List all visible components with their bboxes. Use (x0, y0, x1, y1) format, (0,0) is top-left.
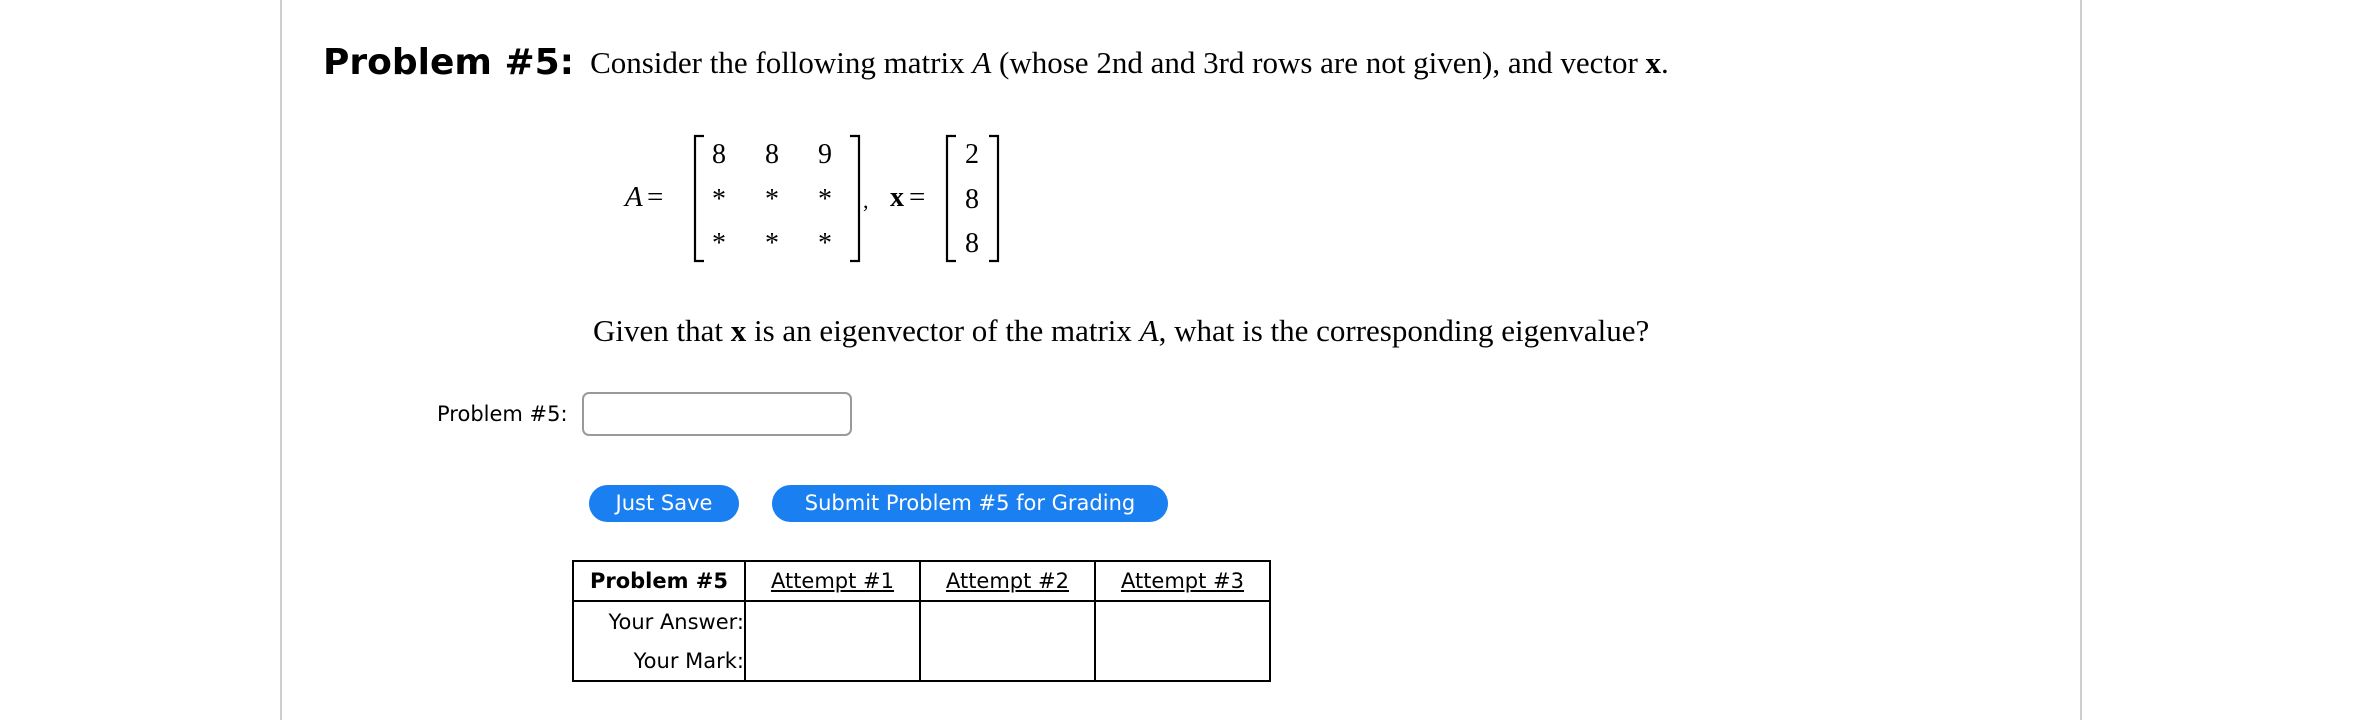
matrix-entry: * (765, 184, 779, 215)
question-part-1: Given that (593, 313, 731, 348)
intro-text-1: Consider the following matrix (590, 44, 973, 80)
vector-entry: 2 (965, 139, 979, 170)
question-part-2: is an eigenvector of the matrix (746, 313, 1140, 348)
table-header-problem: Problem #5 (573, 561, 745, 601)
vector-entry: 8 (965, 184, 979, 215)
table-row (573, 641, 1270, 681)
attempt-1-link[interactable] (745, 561, 920, 601)
problem-label: Problem #5: (323, 42, 575, 83)
attempt-1-mark-cell (745, 641, 920, 681)
vector-right-bracket (989, 136, 998, 261)
matrix-entry: * (818, 184, 832, 215)
matrix-equals: = (647, 181, 664, 213)
vector-entry: 8 (965, 228, 979, 259)
attempt-2-link[interactable] (920, 561, 1095, 601)
attempt-2-mark-cell (920, 641, 1095, 681)
intro-text-2: (whose 2nd and 3rd rows are not given), and vector (991, 44, 1646, 80)
vector-name: x (890, 182, 904, 213)
matrix-entry: * (765, 228, 779, 259)
matrix-entry: * (818, 228, 832, 259)
answer-label: Problem #5: (437, 402, 568, 426)
attempts-table (572, 560, 1271, 682)
matrix-name: A (625, 181, 643, 213)
attempt-3-mark-cell (1095, 641, 1270, 681)
answer-input[interactable] (582, 392, 852, 436)
question-vector-symbol: x (730, 313, 747, 348)
question-text (593, 313, 1649, 349)
matrix-entry: 8 (765, 139, 779, 170)
matrix-right-bracket (850, 136, 859, 261)
intro-matrix-symbol: A (972, 44, 992, 80)
table-row (573, 601, 1270, 641)
attempt-2-label[interactable]: Attempt #2 (945, 569, 1070, 593)
problem-statement (323, 42, 1669, 83)
problem-intro (590, 45, 1669, 80)
attempt-3-link[interactable] (1095, 561, 1270, 601)
matrix-vector-display (600, 130, 1020, 270)
intro-vector-symbol: x (1645, 44, 1662, 80)
question-matrix-symbol: A (1139, 313, 1159, 348)
attempt-1-label[interactable]: Attempt #1 (770, 569, 895, 593)
attempt-3-answer-cell (1095, 601, 1270, 641)
submit-for-grading-button[interactable]: Submit Problem #5 for Grading (772, 485, 1168, 522)
matrix-separator: , (863, 188, 869, 213)
just-save-button[interactable]: Just Save (589, 485, 739, 522)
your-mark-label: Your Mark: (573, 641, 745, 681)
your-answer-label: Your Answer: (573, 601, 745, 641)
matrix-left-bracket (695, 136, 704, 261)
table-header-row (573, 561, 1270, 601)
matrix-entry: 8 (712, 139, 726, 170)
intro-text-3: . (1661, 44, 1669, 80)
question-part-3: , what is the corresponding eigenvalue? (1158, 313, 1650, 348)
matrix-entry: 9 (818, 139, 832, 170)
vector-equals: = (909, 181, 926, 213)
matrix-entry: * (712, 228, 726, 259)
vector-left-bracket (947, 136, 956, 261)
matrix-entry: * (712, 184, 726, 215)
attempt-2-answer-cell (920, 601, 1095, 641)
attempt-3-label[interactable]: Attempt #3 (1120, 569, 1245, 593)
attempt-1-answer-cell (745, 601, 920, 641)
